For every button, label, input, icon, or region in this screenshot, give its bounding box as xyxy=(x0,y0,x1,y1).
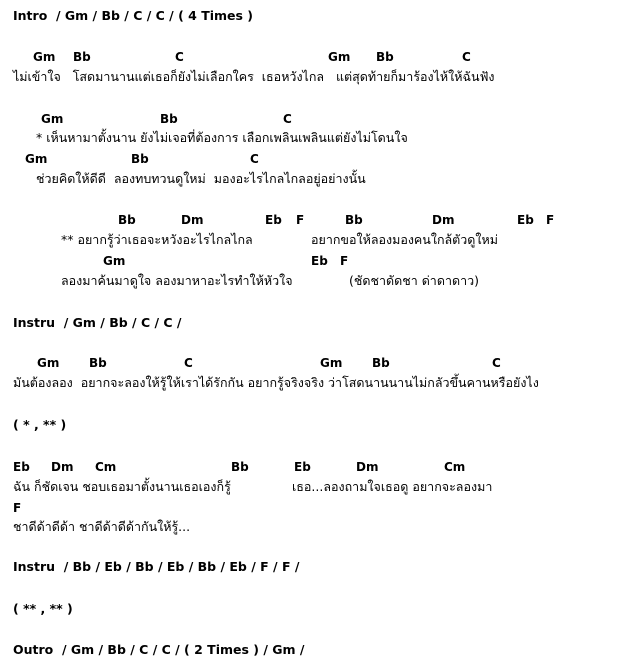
chord: Gm xyxy=(25,152,48,166)
chord: C xyxy=(492,356,501,370)
chord: C xyxy=(184,356,193,370)
lyric-line: ช่วยคิดให้ดีดี ลองทบทวนดูใหม่ มองอะไรไกลไกลอยู่อย่างนั้น xyxy=(36,171,366,186)
lyric-line: มันต้องลอง อยากจะลองให้รู้ให้เราได้รักกัน อยากรู้จริงจริง ว่าโสดนานนานไม่กลัวขึ้นคานหรือยังไง xyxy=(13,375,539,390)
chord: Bb xyxy=(73,50,91,64)
lyric-line: อยากขอให้ลองมองคนใกล้ตัวดูใหม่ xyxy=(311,232,499,247)
chord: Eb xyxy=(13,460,30,474)
lyric-line: ไม่เข้าใจ โสดมานานแต่เธอก็ยังไม่เลือกใคร เธอหวังไกล แต่สุดท้ายก็มาร้องไห้ให้ฉันฟัง xyxy=(13,69,495,84)
lyric-line: ** อยากรู้ว่าเธอจะหวังอะไรไกลไกล xyxy=(61,232,253,247)
chord: Bb xyxy=(345,213,363,227)
chord: Gm xyxy=(33,50,56,64)
chord: C xyxy=(175,50,184,64)
outro-line: Outro / Gm / Bb / C / C / ( 2 Times ) / Gm / xyxy=(13,642,305,657)
instrumental-line: Instru / Gm / Bb / C / C / xyxy=(13,315,182,330)
chord: F xyxy=(546,213,555,227)
lyric-line: ชาดีด้าดีด้า ชาดีด้าดีด้ากันให้รู้... xyxy=(13,519,191,534)
chord: Dm xyxy=(181,213,204,227)
chord: Dm xyxy=(432,213,455,227)
chord: Dm xyxy=(51,460,74,474)
chord: Gm xyxy=(320,356,343,370)
chord: C xyxy=(462,50,471,64)
chord: Eb xyxy=(517,213,534,227)
lyric-line: (ชัดชาดัดชา ด่าดาดาว) xyxy=(349,273,479,288)
chord: Bb xyxy=(89,356,107,370)
chord: F xyxy=(13,501,22,515)
chord: Gm xyxy=(328,50,351,64)
chord: Bb xyxy=(131,152,149,166)
chord: F xyxy=(296,213,305,227)
chord: Bb xyxy=(231,460,249,474)
chord: Bb xyxy=(372,356,390,370)
chord: Gm xyxy=(41,112,64,126)
chord: Bb xyxy=(376,50,394,64)
lyric-line: * เห็นหามาตั้งนาน ยังไม่เจอที่ต้องการ เลือกเพลินเพลินแต่ยังไม่โดนใจ xyxy=(36,130,408,145)
chord: Dm xyxy=(356,460,379,474)
chord: Bb xyxy=(160,112,178,126)
chord: F xyxy=(340,254,349,268)
chord: Eb xyxy=(265,213,282,227)
chord: Gm xyxy=(37,356,60,370)
chord: Gm xyxy=(103,254,126,268)
lyric-line: ลองมาค้นมาดูใจ ลองมาหาอะไรทำให้หัวใจ xyxy=(61,273,293,288)
lyric-line: ฉัน ก็ชัดเจน ชอบเธอมาตั้งนานเธอเองก็รู้ xyxy=(13,479,231,494)
intro-line: Intro / Gm / Bb / C / C / ( 4 Times ) xyxy=(13,8,254,23)
lyric-line: เธอ...ลองถามใจเธอดู อยากจะลองมา xyxy=(292,479,493,494)
chord: Cm xyxy=(444,460,466,474)
chord: C xyxy=(250,152,259,166)
instrumental-line: Instru / Bb / Eb / Bb / Eb / Bb / Eb / F / F / xyxy=(13,559,300,574)
chord: Eb xyxy=(311,254,328,268)
chord: C xyxy=(283,112,292,126)
chord: Bb xyxy=(118,213,136,227)
repeat-line: ( * , ** ) xyxy=(13,417,67,432)
repeat-line: ( ** , ** ) xyxy=(13,601,73,616)
chord: Eb xyxy=(294,460,311,474)
chord: Cm xyxy=(95,460,117,474)
